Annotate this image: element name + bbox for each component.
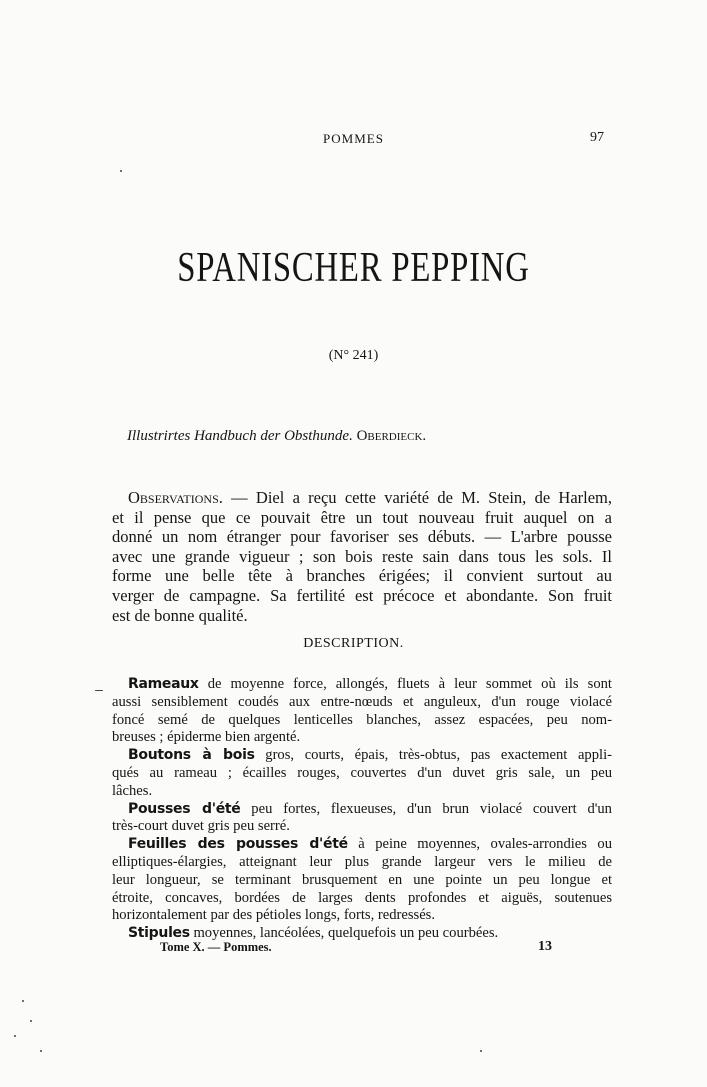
text-line bbox=[112, 765, 612, 783]
text-line bbox=[112, 783, 612, 801]
text-line bbox=[112, 801, 612, 819]
page-title: SPANISCHER PEPPING bbox=[177, 245, 530, 291]
description-heading: DESCRIPTION. bbox=[303, 636, 404, 651]
footer-signature: Tome X. — Pommes. bbox=[160, 940, 272, 954]
line-text: avec une grande vigueur ; son bois reste sain dans tous les sols. Il bbox=[112, 546, 612, 566]
text-line bbox=[112, 729, 612, 747]
text-line bbox=[112, 694, 612, 712]
line-text: breuses ; épiderme bien argenté. bbox=[112, 729, 301, 746]
text-line bbox=[112, 566, 612, 586]
text-line bbox=[112, 747, 612, 765]
description-paragraph bbox=[112, 801, 612, 837]
line-text: donné un nom étranger pour favoriser ses débuts. — L'arbre pousse bbox=[112, 527, 612, 547]
line-text: peu fortes, flexueuses, d'un brun violacé couvert d'un bbox=[240, 800, 612, 817]
line-text: de moyenne force, allongés, fluets à leur sommet où ils sont bbox=[198, 676, 612, 692]
line-text: elliptiques-élargies, atteignant leur plus grande largeur vers le milieu de bbox=[112, 853, 612, 870]
citation-work: Illustrirtes Handbuch der Obsthunde. bbox=[127, 428, 353, 444]
text-line bbox=[112, 488, 612, 508]
description-paragraph bbox=[112, 676, 612, 747]
line-text: foncé semé de quelques lenticelles blanches, assez espacées, peu nom- bbox=[112, 711, 612, 728]
paragraph-head: Feuilles des pousses d'été bbox=[128, 836, 348, 853]
running-head: POMMES bbox=[323, 131, 384, 146]
line-text: étroite, concaves, bordées de larges dents profondes et aiguës, soutenues bbox=[112, 889, 612, 906]
text-line bbox=[112, 676, 612, 694]
text-line bbox=[112, 527, 612, 547]
line-text: leur longueur, se terminant brusquement en une pointe un peu longue et bbox=[112, 871, 612, 888]
line-text: horizontalement par des pétioles longs, forts, redressés. bbox=[112, 907, 436, 924]
line-text: qués au rameau ; écailles rouges, couvertes d'un duvet gris sale, un peu bbox=[112, 764, 612, 781]
text-line bbox=[112, 606, 612, 626]
text-line bbox=[112, 836, 612, 854]
text-line bbox=[112, 818, 612, 836]
description-paragraph bbox=[112, 836, 612, 925]
line-text: moyennes, lancéolées, quelquefois un peu courbées. bbox=[189, 925, 499, 942]
text-line bbox=[112, 712, 612, 730]
line-text: lâches. bbox=[112, 782, 153, 799]
text-line bbox=[112, 586, 612, 606]
text-line bbox=[112, 854, 612, 872]
page-number: 97 bbox=[590, 130, 604, 145]
text-line bbox=[112, 890, 612, 908]
paragraph-head: Pousses d'été bbox=[128, 800, 241, 817]
line-text: aussi sensiblement coudés aux entre-nœuds et anguleux, d'un rouge violacé bbox=[112, 693, 612, 710]
text-line bbox=[112, 907, 612, 925]
line-text: à peine moyennes, ovales-arrondies ou bbox=[347, 836, 612, 853]
line-text: — Diel a reçu cette variété de M. Stein, de Harlem, bbox=[222, 488, 612, 507]
paragraph-head: Boutons à bois bbox=[128, 747, 255, 764]
observations-label: Observations. bbox=[128, 488, 223, 507]
citation-author: Oberdieck. bbox=[356, 428, 427, 444]
text-line bbox=[112, 508, 612, 528]
line-text: verger de campagne. Sa fertilité est précoce et abondante. Son fruit bbox=[112, 585, 612, 605]
variety-number: (N° 241) bbox=[328, 348, 379, 363]
paragraph-head: Stipules bbox=[128, 925, 190, 942]
description-section bbox=[112, 676, 612, 943]
line-text: gros, courts, épais, très-obtus, pas exactement appli- bbox=[254, 747, 612, 764]
line-text: très-court duvet gris peu serré. bbox=[112, 818, 290, 835]
text-line bbox=[112, 872, 612, 890]
line-text: est de bonne qualité. bbox=[112, 605, 248, 625]
sheet-number: 13 bbox=[538, 939, 552, 954]
line-text: forme une belle tête à branches érigées; il convient surtout au bbox=[112, 566, 612, 586]
text-line bbox=[112, 547, 612, 567]
line-text: et il pense que ce pouvait être un tout nouveau fruit auquel on a bbox=[112, 507, 612, 527]
description-paragraph bbox=[112, 747, 612, 800]
citation bbox=[127, 428, 426, 445]
observations-paragraph bbox=[112, 488, 612, 625]
paragraph-head: Rameaux bbox=[128, 676, 199, 692]
